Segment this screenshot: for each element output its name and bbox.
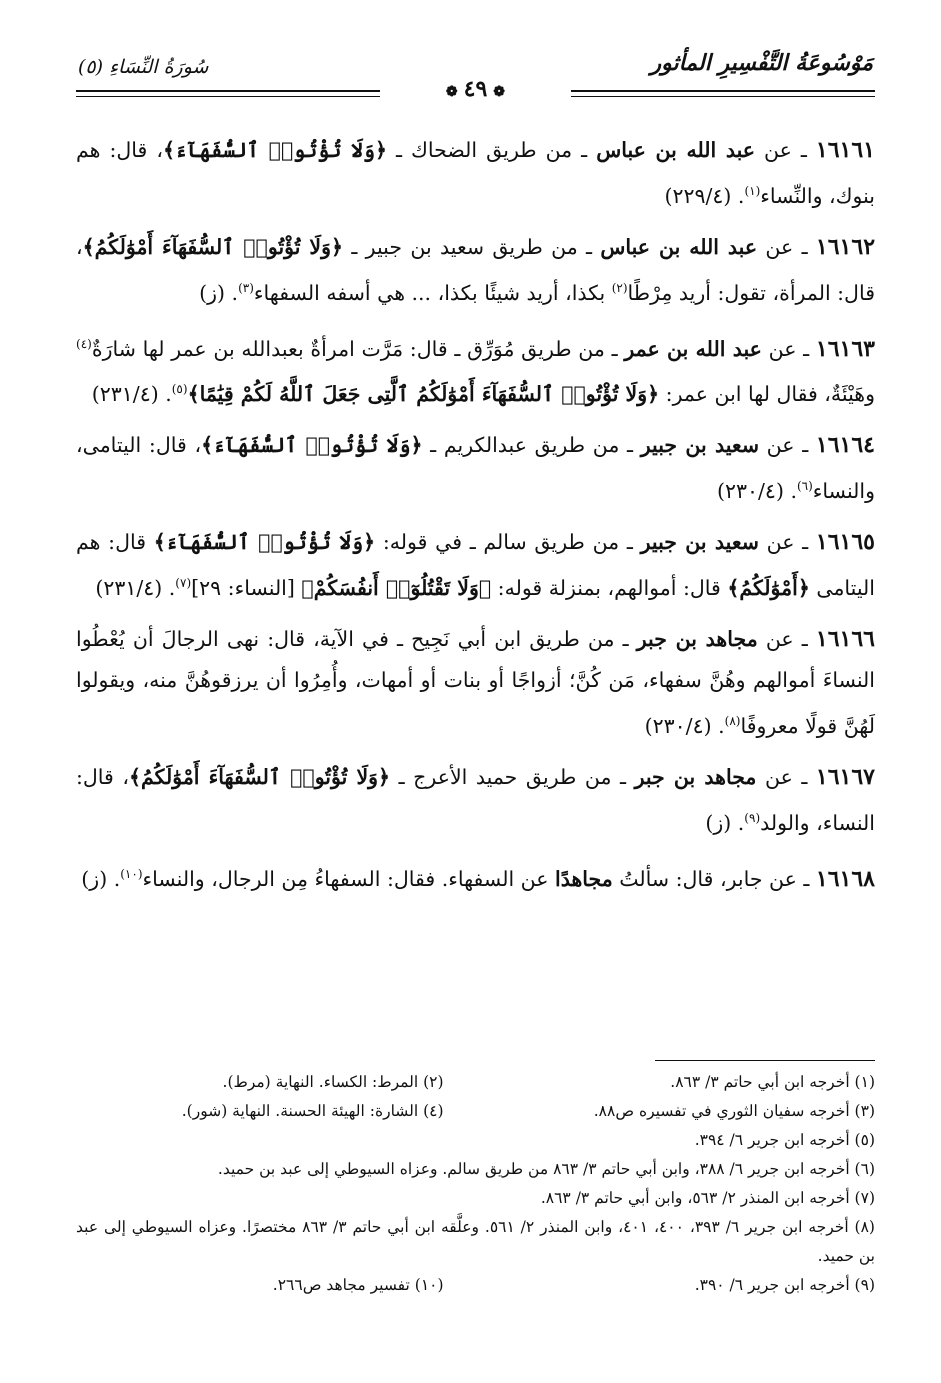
narration-16165 [76,522,875,609]
text: ، قال: هم بنوك، والنِّساء [76,138,875,208]
volume-reference: . (٢٢٩/٤) [664,183,745,208]
surah-citation: [النساء: ٢٩] [191,575,302,600]
text: ـ من طريق سعيد بن جبير ـ [343,234,601,259]
footnote-1: (١) أخرجه ابن أبي حاتم ٣/ ٨٦٣. [670,1073,875,1091]
footnote-5: (٥) أخرجه ابن جرير ٦/ ٣٩٤. [694,1131,875,1149]
text: ـ عن [757,234,816,259]
footnote-2: (٢) المرط: الكساء. النهاية (مرط). [222,1073,444,1091]
narration-number: ١٦١٦٨ [815,865,875,892]
narration-number: ١٦١٦٥ [815,529,875,556]
header-rule-right [571,90,875,97]
text: ، قال: اليتامى، والنساء [76,433,875,504]
text: ـ عن [757,626,816,651]
volume-reference: . (٢٣١/٤) [91,382,172,407]
narrator: عبد الله بن عباس [596,138,755,162]
text: عن السفهاء. فقال: السفهاءُ مِن الرجال، والنساء [142,866,556,891]
text: ـ عن [755,138,816,162]
footnote-marker: (٣) [238,280,254,295]
footnote-3: (٣) أخرجه سفيان الثوري في تفسيره ص٨٨. [593,1102,875,1120]
footnote-marker: (٨) [724,713,741,728]
text: بكذا، أريد شيئًا بكذا، ... هي أسفه السفهاء [253,280,612,305]
text: ـ عن [756,764,816,789]
text: ـ من طريق عبدالكريم ـ [422,433,641,458]
narration-16166 [76,619,875,747]
volume-reference: . (٢٣٠/٤) [716,479,797,504]
page-number-group [380,76,572,102]
footnote-9: (٩) أخرجه ابن جرير ٦/ ٣٩٠. [694,1276,875,1294]
footnote-4: (٤) الشارة: الهيئة الحسنة. النهاية (شور). [181,1102,444,1120]
narrator: مجاهدًا [555,866,613,891]
header-rule-left [76,90,380,97]
page [76,44,876,1294]
footnote-separator [655,1060,875,1061]
page-number: ٤٩ [463,76,488,102]
text: ـ من طريق ابن أبي نَجِيح ـ في الآية، قال: نهى الرجالَ أن يُعْطُوا النساءَ أموالهم وهُنَّ سفهاء، مَن كُنَّ؛ أزواجًا أو بنات أو أمهات، وأُمِرُوا أن يرزقوهُنَّ منه، ويقولوا لَهُنَّ قولًا معروفًا [76,626,875,738]
narration-16164 [76,425,875,512]
text: ـ عن [759,433,816,458]
volume-reference: . (٢٣٠/٤) [644,713,725,738]
quran-quote: ﴿وَلَا تُؤْتُوا۟ ٱلسُّفَهَآءَ أَمْوَٰلَكُمُ﴾ [82,234,344,259]
footnotes [76,1068,875,1300]
text: ـ من طريق حميد الأعرج ـ [390,764,635,789]
footnote-10: (١٠) تفسير مجاهد ص٢٦٦. [272,1276,444,1294]
narrator: مجاهد بن جبر [636,626,758,651]
footnote-marker: (٩) [744,810,761,825]
footnote-7: (٧) أخرجه ابن المنذر ٢/ ٥٦٣، وابن أبي حاتم ٣/ ٨٦٣. [540,1189,875,1207]
header-rule [76,76,875,102]
footnote-marker: (١) [744,184,761,198]
text: ، قال: النساء، والولد [76,764,875,835]
quran-quote: ﴿وَلَا تُؤْتُوا۟ ٱلسُّفَهَآءَ﴾ [153,530,376,555]
narrator: سعيد بن جبير [640,433,759,458]
narrator: مجاهد بن جبر [634,764,757,789]
text: ـ عن [761,336,816,361]
footnote-6: (٦) أخرجه ابن جرير ٦/ ٣٨٨، وابن أبي حاتم ٣/ ٨٦٣ من طريق سالم. وعزاه السيوطي إلى عبد بن حميد. [217,1160,875,1178]
narration-number: ١٦١٦٢ [815,233,876,260]
narration-16161 [76,130,875,217]
narration-number: ١٦١٦١ [815,137,875,163]
quran-quote: ﴿وَلَا تُؤْتُوا۟ ٱلسُّفَهَآءَ أَمْوَٰلَكُمُ﴾ [129,764,391,789]
quran-quote: ﴿وَلَا تُؤْتُوا۟ ٱلسُّفَهَآءَ﴾ [201,433,423,458]
footnote-marker: (٥) [171,382,188,397]
running-header [76,44,875,102]
narration-16168 [76,854,875,900]
narration-16163 [76,324,875,416]
footnote-marker: (٤) [76,336,92,351]
text: ـ عن جابر، قال: سألتُ [612,866,816,891]
surah-label: سُورَةُ النِّسَاءِ (٥) [78,56,209,78]
text: قال: أموالهم، بمنزلة قوله: [491,575,728,600]
narrator: سعيد بن جبير [640,530,759,555]
volume-reference: . (٢٣١/٤) [95,575,176,600]
narration-16167 [76,757,875,844]
footnote-marker: (١٠) [120,866,143,881]
footnote-marker: (٧) [175,576,192,591]
narration-number: ١٦١٦٧ [815,763,875,790]
text: وهَيْئَةٌ، فقال لها ابن عمر: [659,382,875,407]
narration-number: ١٦١٦٦ [815,625,875,652]
narrator: عبد الله بن عمر [624,336,762,361]
text: ، قال: المرأة، تقول: أريد مِرْطًا [76,234,875,305]
volume-reference: . (ز) [199,280,239,305]
quran-quote: ﴿أَمْوَٰلَكُمُ﴾ [727,575,810,600]
text: قال: هم اليتامى [76,530,875,600]
narration-number: ١٦١٦٣ [815,335,875,362]
footnote-row [76,1068,875,1097]
quran-quote: ﴿وَلَا تَقْتُلُوٓا۟ أَنفُسَكُمْ﴾ [301,575,492,600]
volume-reference: . (ز) [705,810,745,835]
ornament-icon: ❁ [445,84,458,100]
footnote-marker: (٦) [796,479,813,494]
footnote-8: (٨) أخرجه ابن جرير ٦/ ٣٩٣، ٤٠٠، ٤٠١، وابن المنذر ٢/ ٥٦١. وعلَّقه ابن أبي حاتم ٣/ ٨٦٣ مختصرًا. وعزاه السيوطي إلى عبد بن حميد. [76,1218,875,1265]
narrations [76,130,875,909]
narrator: عبد الله بن عباس [600,234,758,259]
text: ـ من طريق سالم ـ في قوله: [375,530,641,555]
book-title: مَوْسُوعَةُ التَّفْسِيرِ المأثور [650,50,873,76]
footnote-marker: (٢) [611,280,628,295]
volume-reference: . (ز) [81,866,121,891]
text: ـ من طريق مُوَرِّق ـ قال: مَرَّت امرأةٌ بعبدالله بن عمر لها شارَةٌ [91,336,625,361]
ornament-icon: ❁ [493,84,506,100]
narration-number: ١٦١٦٤ [815,432,875,459]
text: ـ من طريق الضحاك ـ [387,138,597,162]
narration-16162 [76,227,875,314]
footnote-row [76,1097,875,1126]
quran-quote: ﴿وَلَا تُؤْتُوا۟ ٱلسُّفَهَآءَ﴾ [162,138,387,162]
quran-quote: ﴿وَلَا تُؤْتُوا۟ ٱلسُّفَهَآءَ أَمْوَٰلَكُمُ ٱلَّتِى جَعَلَ ٱللَّهُ لَكُمْ قِيَٰمًا﴾ [187,382,660,407]
text: ـ عن [758,530,816,555]
footnote-row [76,1271,875,1300]
